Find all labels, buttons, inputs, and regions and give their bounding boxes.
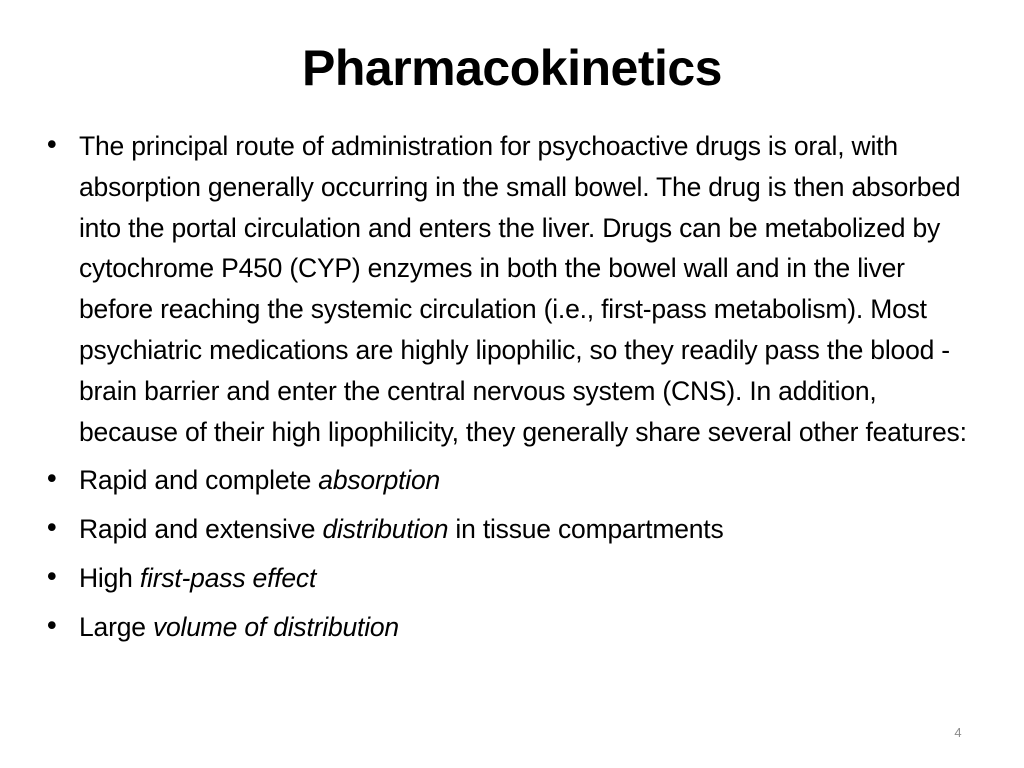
bullet-item-volume xyxy=(44,607,974,648)
bullet-item-distribution xyxy=(44,509,974,550)
bullet-text-prefix: Rapid and complete xyxy=(79,465,319,496)
bullet-icon: • xyxy=(44,464,60,496)
bullet-emphasis: distribution xyxy=(322,514,449,545)
bullet-emphasis: first-pass effect xyxy=(139,562,317,593)
bullet-text-prefix: Rapid and extensive xyxy=(79,514,323,545)
bullet-item-overview xyxy=(44,126,974,452)
bullet-emphasis: volume of distribution xyxy=(152,611,399,642)
bullet-icon: • xyxy=(44,513,60,545)
slide-title: Pharmacokinetics xyxy=(302,40,722,96)
bullet-list xyxy=(44,126,974,656)
bullet-icon: • xyxy=(44,130,60,161)
page-number: 4 xyxy=(954,725,962,740)
bullet-item-first-pass xyxy=(44,558,974,599)
bullet-item-absorption xyxy=(44,460,974,501)
bullet-icon: • xyxy=(44,610,60,642)
bullet-emphasis: absorption xyxy=(318,465,441,496)
bullet-text: The principal route of administration for psychoactive drugs is oral, with absorption generally occurring in the small bowel. The drug is then absorbed into the portal circulation and enters the liver. Drugs can be metabolized by cytochrome P450 (CYP) enzymes in both the bowel wall and in the liver before reaching the systemic circulation (i.e., first-pass metabolism). Most psychiatric medications are highly lipophilic, so they readily pass the blood - brain barrier and enter the central nervous system (CNS). In addition, because of their high lipophilicity, they generally share several other features: xyxy=(79,131,967,447)
bullet-text-suffix: in tissue compartments xyxy=(448,514,724,545)
bullet-text-prefix: Large xyxy=(79,611,153,642)
bullet-text-prefix: High xyxy=(79,562,140,593)
bullet-icon: • xyxy=(44,561,60,593)
